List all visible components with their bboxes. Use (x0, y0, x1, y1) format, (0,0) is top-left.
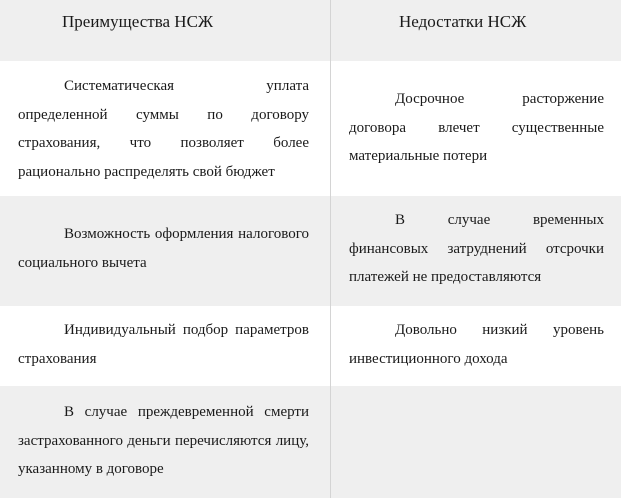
table-row (0, 61, 621, 196)
advantage-cell (0, 196, 330, 306)
disadvantage-cell (330, 61, 621, 196)
advantage-cell (0, 386, 330, 498)
advantage-text: В случае преждевременной смерти застрахованного деньги перечисляются лицу, указанному в договоре (18, 404, 309, 477)
advantage-text: Возможность оформления налогового социального вычета (18, 226, 309, 271)
disadvantage-text: Довольно низкий уровень инвестиционного дохода (349, 322, 604, 367)
advantage-text: Систематическая уплата определенной суммы по договору страхования, что позволяет более рационально распределять свой бюджет (18, 78, 309, 180)
advantage-cell (0, 61, 330, 196)
disadvantage-text: Досрочное расторжение договора влечет существенные материальные потери (349, 91, 604, 164)
disadvantage-cell (330, 306, 621, 386)
table-row (0, 306, 621, 386)
header-disadvantages: Недостатки НСЖ (399, 12, 527, 31)
table-row (0, 196, 621, 306)
header-cell-advantages (0, 0, 330, 61)
header-row (0, 0, 621, 61)
disadvantage-text: В случае временных финансовых затруднений отсрочки платежей не предоставляются (349, 212, 604, 285)
table-row (0, 386, 621, 498)
advantage-text: Индивидуальный подбор параметров страхования (18, 322, 309, 367)
header-cell-disadvantages (330, 0, 621, 61)
disadvantage-cell (330, 386, 621, 498)
header-advantages: Преимущества НСЖ (62, 12, 214, 31)
disadvantage-cell (330, 196, 621, 306)
advantage-cell (0, 306, 330, 386)
